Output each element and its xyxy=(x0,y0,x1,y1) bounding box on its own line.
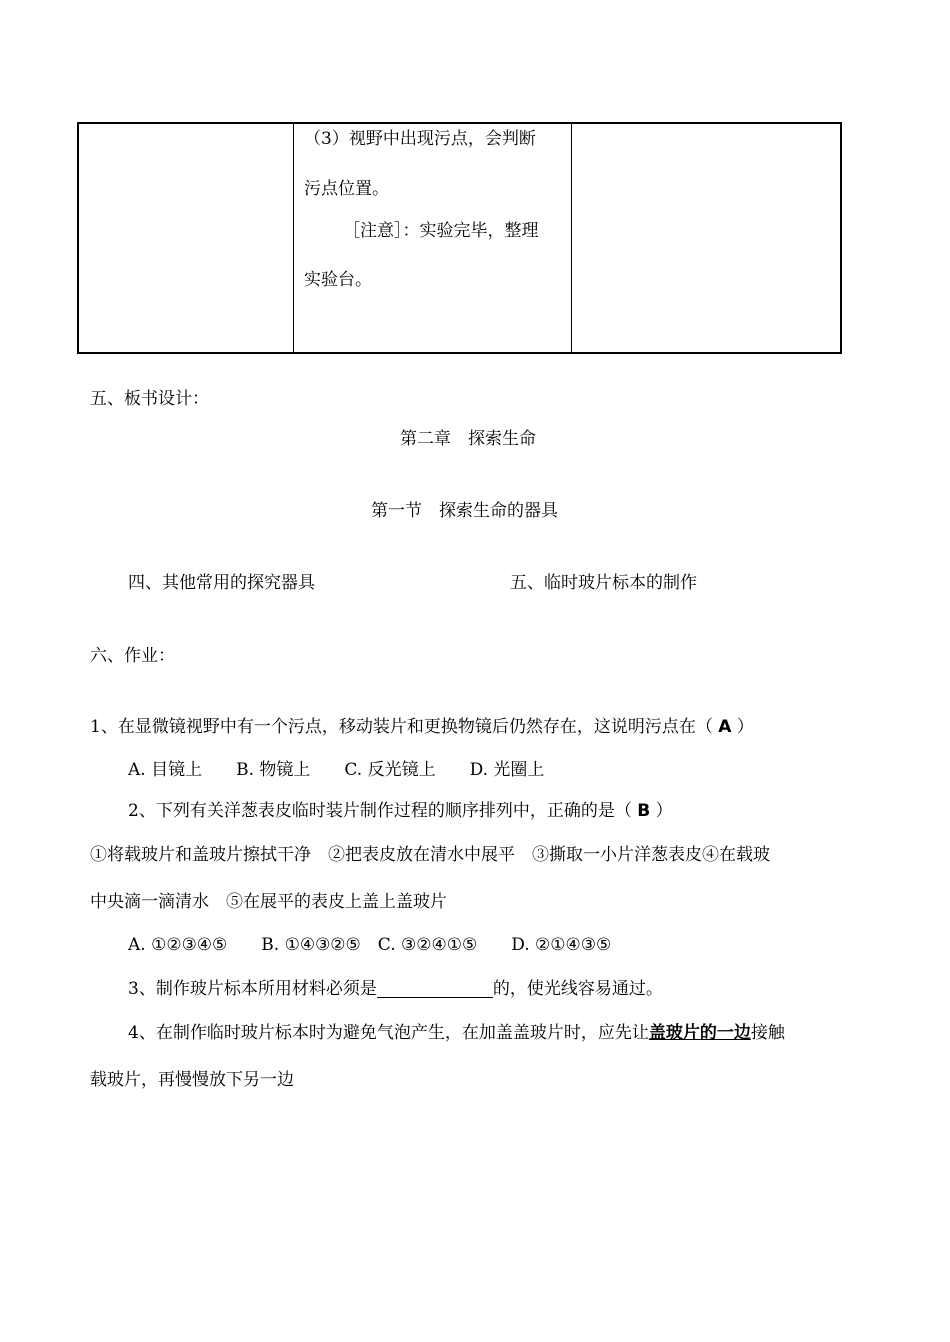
question-2-options: A. ①②③④⑤ B. ①④③②⑤ C. ③②④①⑤ D. ②①④③⑤ xyxy=(128,935,612,955)
table-cell-line-1: （3）视野中出现污点，会判断 xyxy=(304,129,536,149)
board-chapter-title: 第二章 探索生命 xyxy=(400,429,536,449)
section-6-heading: 六、作业： xyxy=(90,646,175,666)
board-section-title: 第一节 探索生命的器具 xyxy=(371,501,558,521)
question-1-options: A. 目镜上 B. 物镜上 C. 反光镜上 D. 光圈上 xyxy=(128,760,545,780)
question-1-answer: A xyxy=(718,717,732,737)
question-2-text: 2、下列有关洋葱表皮临时装片制作过程的顺序排列中，正确的是（ xyxy=(128,801,632,821)
question-4-line-2: 载玻片，再慢慢放下另一边 xyxy=(90,1070,294,1090)
board-left-item: 四、其他常用的探究器具 xyxy=(128,573,315,593)
table-cell-line-3: ［注意］：实验完毕，整理 xyxy=(343,221,539,241)
table-divider-1 xyxy=(293,124,294,352)
question-2-steps-line-2: 中央滴一滴清水 ⑤在展平的表皮上盖上盖玻片 xyxy=(90,892,447,912)
question-3-blank xyxy=(377,980,493,998)
question-3-after: 的，使光线容易通过。 xyxy=(492,979,663,999)
question-3-before: 3、制作玻片标本所用材料必须是 xyxy=(128,979,377,999)
question-2-steps-line-1: ①将载玻片和盖玻片擦拭干净 ②把表皮放在清水中展平 ③撕取一小片洋葱表皮④在载玻 xyxy=(90,845,770,865)
board-right-item: 五、临时玻片标本的制作 xyxy=(510,573,697,593)
question-4-after: 接触 xyxy=(750,1023,785,1043)
question-2 xyxy=(128,803,673,820)
table-divider-2 xyxy=(571,124,572,352)
question-1-text: 1、在显微镜视野中有一个污点，移动装片和更换物镜后仍然存在，这说明污点在（ xyxy=(90,717,713,737)
question-1 xyxy=(90,719,754,736)
table-cell-line-2: 污点位置。 xyxy=(304,179,389,199)
table-cell-line-4: 实验台。 xyxy=(304,270,372,290)
question-2-close: ） xyxy=(655,801,673,821)
question-1-close: ） xyxy=(736,717,754,737)
question-3 xyxy=(128,980,663,998)
question-4 xyxy=(128,1025,785,1042)
question-4-underlined-answer: 盖玻片的一边 xyxy=(648,1023,751,1043)
section-5-heading: 五、板书设计： xyxy=(90,389,209,409)
question-2-answer: B xyxy=(637,801,651,821)
question-4-before: 4、在制作临时玻片标本时为避免气泡产生，在加盖盖玻片时，应先让 xyxy=(128,1023,649,1043)
